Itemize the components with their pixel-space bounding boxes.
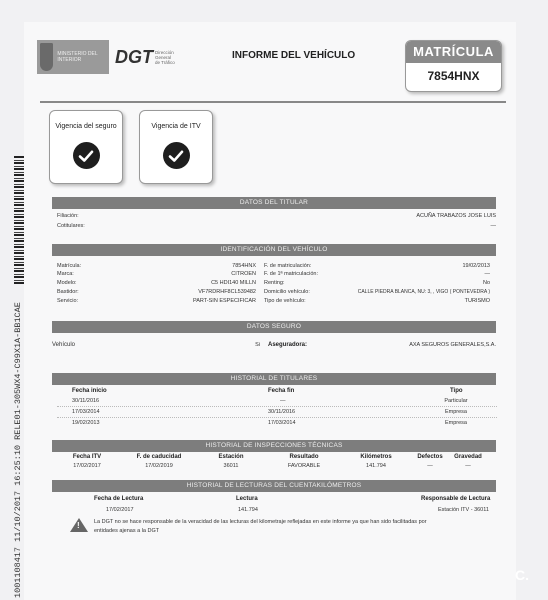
titulares-cell: Empresa [444, 409, 467, 415]
vehicle-right-label: F. de matriculación: [264, 263, 312, 269]
cotitulares-value: — [490, 223, 496, 229]
vehicle-right-value: CALLE PIEDRA BLANCA, NU: 3, , VIGO ( PONTEVEDRA ) [357, 289, 490, 295]
seguro-vehiculo-value: Si [255, 342, 260, 348]
vehicle-right-label: Domicilio vehículo: [264, 289, 310, 295]
itv-header: Fecha ITV [72, 454, 102, 460]
ministry-logo [37, 40, 109, 74]
titulares-cell: 17/03/2014 [72, 409, 100, 415]
vehicle-right-value: 19/02/2013 [462, 263, 490, 269]
disclaimer-line-1: La DGT no se hace responsable de la veracidad de las lecturas del kilometraje reflejadas en este informe ya que han sido facilitadas por [94, 519, 427, 525]
itv-header: Resultado [289, 454, 319, 460]
report-title: INFORME DEL VEHÍCULO [232, 50, 356, 61]
dgt-subtitle: Dirección General de Tráfico [155, 49, 175, 65]
section-lecturas: HISTORIAL DE LECTURAS DEL CUENTAKILÓMETROS [52, 480, 496, 492]
itv-cell: 141.794 [366, 463, 386, 469]
filiacion-value: ACUÑA TRABAZOS JOSE LUIS [416, 213, 496, 219]
titulares-cell: Empresa [444, 420, 467, 426]
vehicle-left-value: CITROEN [231, 271, 256, 277]
section-vehiculo: IDENTIFICACIÓN DEL VEHÍCULO [52, 244, 496, 256]
corner-mark: C. [515, 567, 529, 583]
report-paper [24, 22, 516, 600]
warning-icon: ! [70, 518, 88, 532]
dgt-logo [115, 40, 177, 74]
dgt-mark: DGT [115, 46, 153, 67]
cotitulares-label: Cotitulares: [57, 223, 85, 229]
itv-header: Gravedad [454, 454, 482, 460]
vehicle-left-value: 7854HNX [232, 263, 256, 269]
lecturas-header: Fecha de Lectura [94, 496, 144, 502]
document-id-strip [2, 150, 24, 600]
vehicle-right-value: — [484, 271, 490, 277]
itv-validity-card [139, 110, 213, 184]
aseguradora-label: Aseguradora: [268, 342, 308, 348]
vehicle-right-label: Renting: [264, 280, 285, 286]
row-divider [57, 406, 497, 407]
itv-cell: FAVORABLE [287, 463, 321, 469]
itv-validity-label: Vigencia de ITV [151, 123, 201, 130]
section-historial-titulares: HISTORIAL DE TITULARES [52, 373, 496, 385]
coat-of-arms-icon [40, 43, 53, 71]
titulares-cell: 17/03/2014 [268, 420, 296, 426]
lecturas-cell: 17/02/2017 [106, 507, 134, 513]
seguro-vehiculo-label: Vehículo [52, 342, 76, 348]
titulares-cell: 30/11/2016 [268, 409, 296, 415]
itv-cell: — [427, 463, 433, 469]
titulares-header: Fecha inicio [72, 388, 107, 394]
vehicle-left-label: Matrícula: [57, 263, 82, 269]
itv-cell: 36011 [223, 463, 239, 469]
lecturas-header: Lectura [236, 496, 258, 502]
titulares-header: Tipo [450, 388, 463, 394]
itv-header: F. de caducidad [136, 454, 182, 460]
vehicle-right-value: TURISMO [464, 298, 490, 304]
lecturas-cell: 141.794 [238, 507, 258, 513]
checkmark-icon [73, 142, 100, 169]
ministry-text: MINISTERIO DEL INTERIOR [57, 51, 98, 63]
titulares-cell: 19/02/2013 [72, 420, 100, 426]
vehicle-left-label: Marca: [57, 271, 74, 277]
itv-header: Defectos [417, 454, 443, 460]
disclaimer-line-2: entidades ajenas a la DGT [94, 528, 160, 534]
itv-header: Kilómetros [360, 454, 392, 460]
section-seguro: DATOS SEGURO [52, 321, 496, 333]
aseguradora-value: AXA SEGUROS GENERALES,S.A. [409, 342, 496, 348]
vehicle-right-label: Tipo de vehículo: [264, 298, 306, 304]
itv-cell: 17/02/2017 [73, 463, 101, 469]
vehicle-left-label: Bastidor: [57, 289, 79, 295]
insurance-validity-label: Vigencia del seguro [55, 123, 117, 130]
plate-number: 7854HNX [427, 69, 480, 83]
section-inspecciones: HISTORIAL DE INSPECCIONES TÉCNICAS [52, 440, 496, 452]
vehicle-left-value: C5 HDI140 MILLN [211, 280, 256, 286]
vehicle-left-value: PART-SIN ESPECIFICAR [192, 298, 256, 304]
titulares-header: Fecha fin [268, 388, 295, 394]
vehicle-left-label: Modelo: [57, 280, 77, 286]
titulares-cell: — [280, 398, 286, 404]
vehicle-left-value: VF7RDRHF8CL539482 [198, 289, 256, 295]
header-divider [40, 101, 506, 103]
lecturas-header: Responsable de Lectura [421, 496, 491, 502]
plate-label: MATRÍCULA [406, 41, 501, 63]
insurance-validity-card [49, 110, 123, 184]
plate-box [405, 40, 502, 92]
titulares-cell: Particular [444, 398, 468, 404]
checkmark-icon [163, 142, 190, 169]
itv-cell: — [465, 463, 471, 469]
row-divider [57, 417, 497, 418]
filiacion-label: Filiación: [57, 213, 79, 219]
vehicle-right-value: No [482, 280, 490, 286]
header-logos [37, 40, 177, 76]
barcode [14, 156, 24, 284]
section-titular: DATOS DEL TITULAR [52, 197, 496, 209]
itv-cell: 17/02/2019 [145, 463, 173, 469]
vehicle-left-label: Servicio: [57, 298, 79, 304]
vehicle-right-label: F. de 1ª matriculación: [264, 271, 319, 277]
itv-header: Estación [218, 454, 244, 460]
lecturas-cell: Estación ITV - 36011 [438, 507, 489, 513]
titulares-cell: 30/11/2016 [72, 398, 100, 404]
document-id-text: 1001108417 11/10/2017 16:25:10 RELE01-305WX4-C99X1A-BB1CAE [13, 302, 23, 598]
